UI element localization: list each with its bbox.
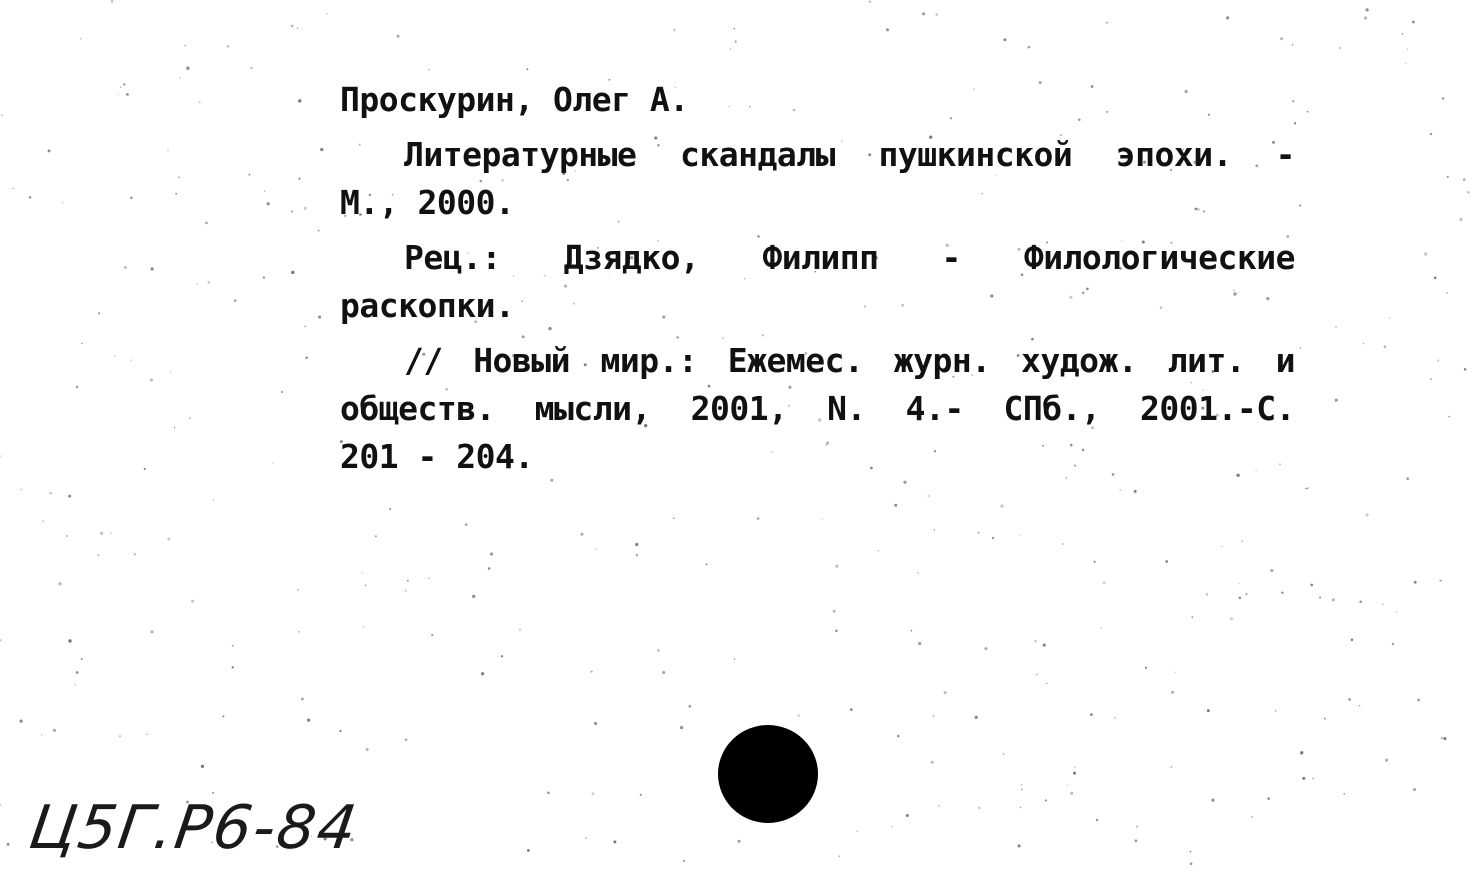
word: лит. (1167, 341, 1246, 380)
title-line-2: М., 2000. (340, 183, 515, 222)
bibliographic-entry (340, 76, 1295, 481)
word: обществ. (340, 389, 495, 428)
word: журн. (893, 341, 991, 380)
word: 2001, (690, 389, 788, 428)
word: Рец.: (404, 238, 501, 277)
word: // (404, 341, 443, 380)
punch-hole (718, 725, 818, 823)
word: худож. (1021, 341, 1138, 380)
word: Филологические (1023, 238, 1295, 277)
source-line-1 (340, 337, 1295, 385)
word: Литературные (404, 135, 637, 174)
author-line: Проскурин, Олег А. (340, 80, 689, 119)
word: 2001.-С. (1140, 389, 1295, 428)
word: СПб., (1003, 389, 1101, 428)
word: мысли, (534, 389, 651, 428)
word: Дзядко, (563, 238, 700, 277)
word: 4.- (905, 389, 964, 428)
word: Новый (473, 341, 571, 380)
word: эпохи. (1115, 135, 1233, 174)
review-line-2: раскопки. (340, 286, 515, 325)
word: - (941, 238, 961, 277)
word: Филипп (762, 238, 879, 277)
title-line-1 (340, 131, 1295, 179)
review-line-1 (340, 234, 1295, 282)
word: и (1275, 341, 1295, 380)
source-line-2 (340, 385, 1295, 433)
word: N. (827, 389, 866, 428)
shelfmark-handwritten: Ц5Г.Р6-84 (25, 793, 363, 863)
word: скандалы (680, 135, 835, 174)
word: пушкинской (878, 135, 1073, 174)
word: Ежемес. (727, 341, 864, 380)
word: мир.: (600, 341, 698, 380)
word: - (1275, 135, 1295, 174)
source-line-3: 201 - 204. (340, 437, 534, 476)
